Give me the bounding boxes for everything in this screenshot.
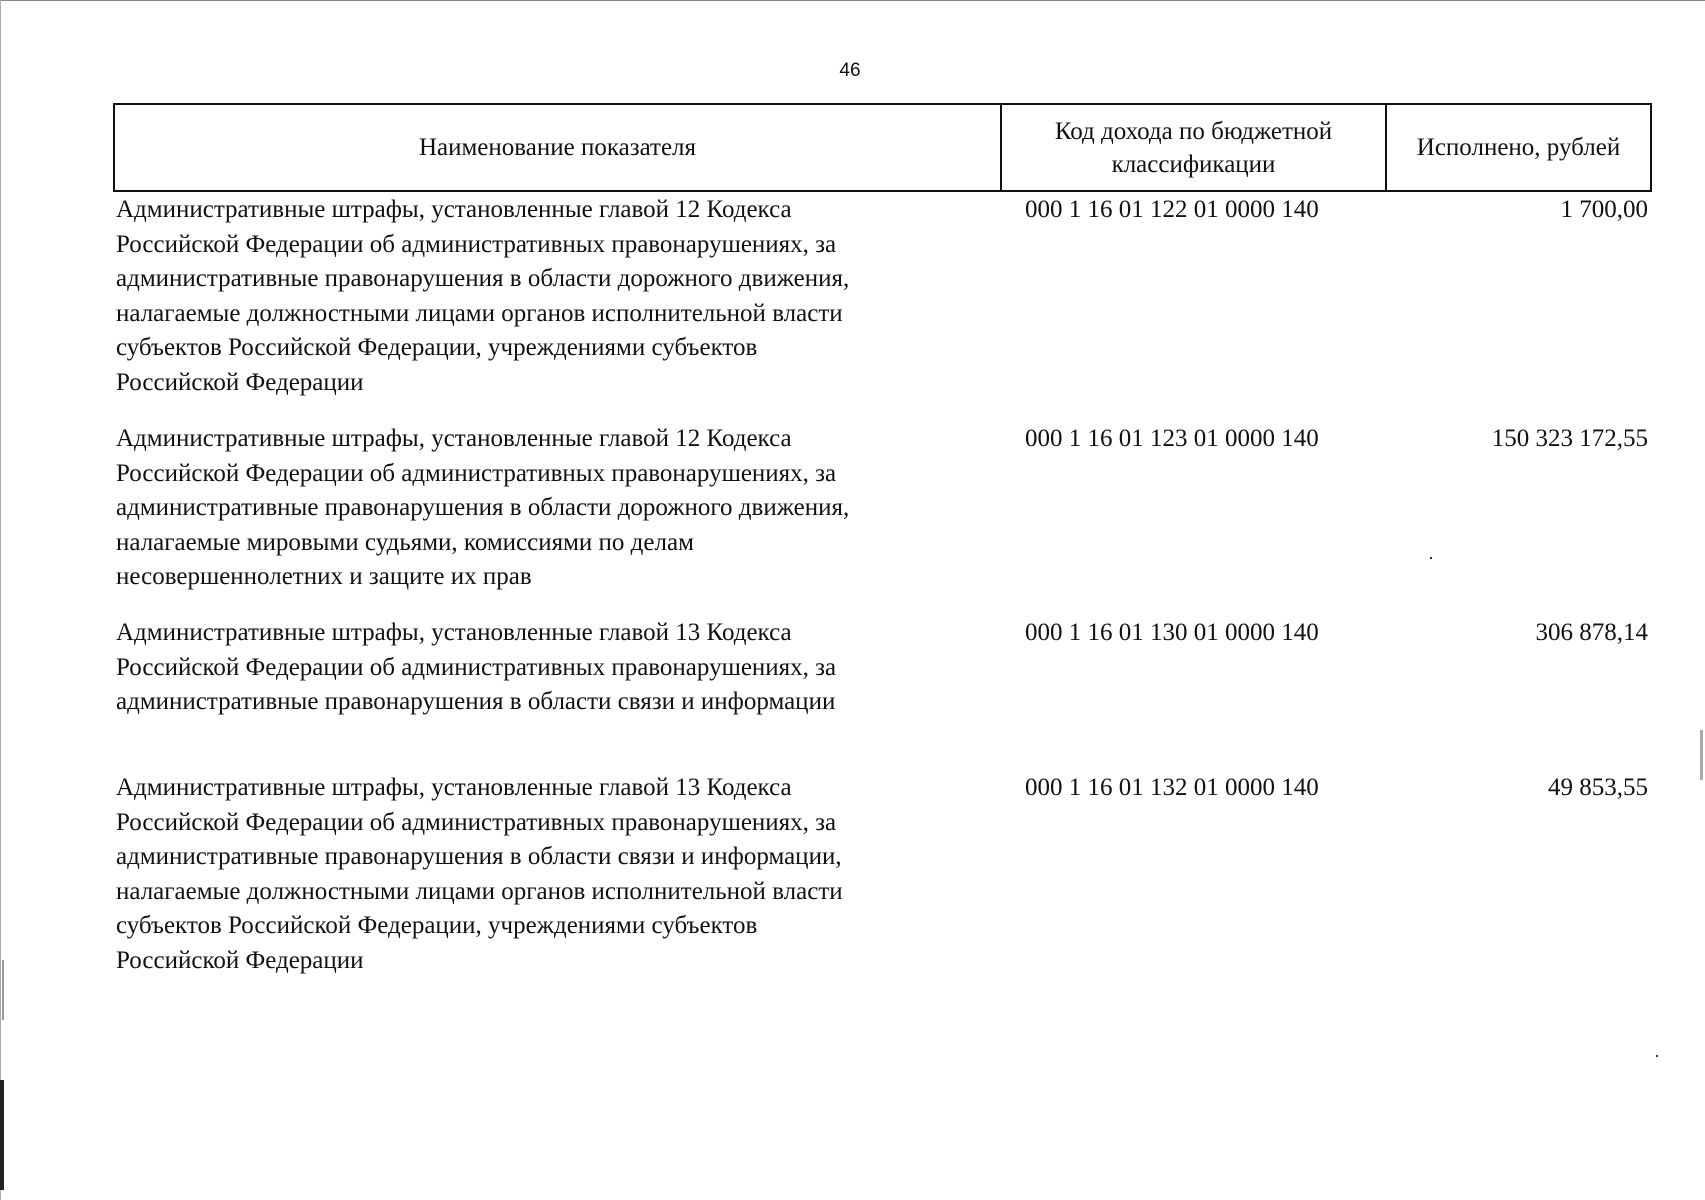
row-name [116,771,996,979]
table-header [113,103,1652,192]
header-code-label-line2: классификации [1111,150,1276,178]
row-name-line: субъектов Российской Федерации, учреждениями субъектов [116,912,758,940]
row-name [116,422,996,595]
scan-mark [1700,730,1703,780]
row-name-line: Административные штрафы, установленные главой 13 Кодекса [116,774,792,801]
scan-speck [1430,557,1432,559]
row-name-line: Российской Федерации об административных правонарушениях, за [116,459,837,487]
page-number: 46 [839,60,861,81]
row-name-line: налагаемые мировыми судьями, комиссиями по делам [116,528,694,556]
row-executed: 150 323 172,55 [1491,425,1648,452]
row-executed: 49 853,55 [1548,774,1648,801]
row-code: 000 1 16 01 123 01 0000 140 [1025,425,1319,452]
header-code-label-line1: Код дохода по бюджетной [1054,117,1333,145]
row-name [116,616,996,720]
scan-edge-left [0,0,1,1200]
row-name-line: административные правонарушения в области связи и информации, [116,843,842,871]
row-executed: 1 700,00 [1560,196,1648,223]
header-name-cell [115,105,1002,190]
header-name-label: Наименование показателя [418,134,697,161]
row-name-line: Российской Федерации об административных правонарушениях, за [116,230,837,258]
scan-edge-top [0,0,1705,1]
row-name-line: административные правонарушения в области дорожного движения, [116,265,850,293]
header-executed-label: Исполнено, рублей [1416,134,1621,161]
scan-speck [1656,1055,1658,1057]
row-name-line: субъектов Российской Федерации, учреждениями субъектов [116,334,758,362]
scan-mark [0,1080,4,1190]
row-name-line: административные правонарушения в области дорожного движения, [116,494,850,522]
row-name-line: налагаемые должностными лицами органов исполнительной власти [116,299,843,327]
row-name-line: административные правонарушения в области связи и информации [116,688,836,716]
row-name-line: несовершеннолетних и защите их прав [116,563,532,591]
header-executed-cell [1387,105,1650,190]
scan-mark [2,960,4,1020]
row-name-line: Административные штрафы, установленные главой 13 Кодекса [116,619,792,646]
row-name [116,193,996,401]
row-name-line: Административные штрафы, установленные главой 12 Кодекса [116,425,792,452]
header-code-cell [1002,105,1387,190]
row-code: 000 1 16 01 122 01 0000 140 [1025,196,1319,223]
row-name-line: налагаемые должностными лицами органов исполнительной власти [116,877,843,905]
row-code: 000 1 16 01 132 01 0000 140 [1025,774,1319,801]
row-name-line: Российской Федерации об административных правонарушениях, за [116,653,837,681]
row-name-line: Административные штрафы, установленные главой 12 Кодекса [116,196,792,223]
row-name-line: Российской Федерации [116,946,364,974]
row-code: 000 1 16 01 130 01 0000 140 [1025,619,1319,646]
row-executed: 306 878,14 [1535,619,1648,646]
row-name-line: Российской Федерации [116,368,364,396]
row-name-line: Российской Федерации об административных правонарушениях, за [116,808,837,836]
